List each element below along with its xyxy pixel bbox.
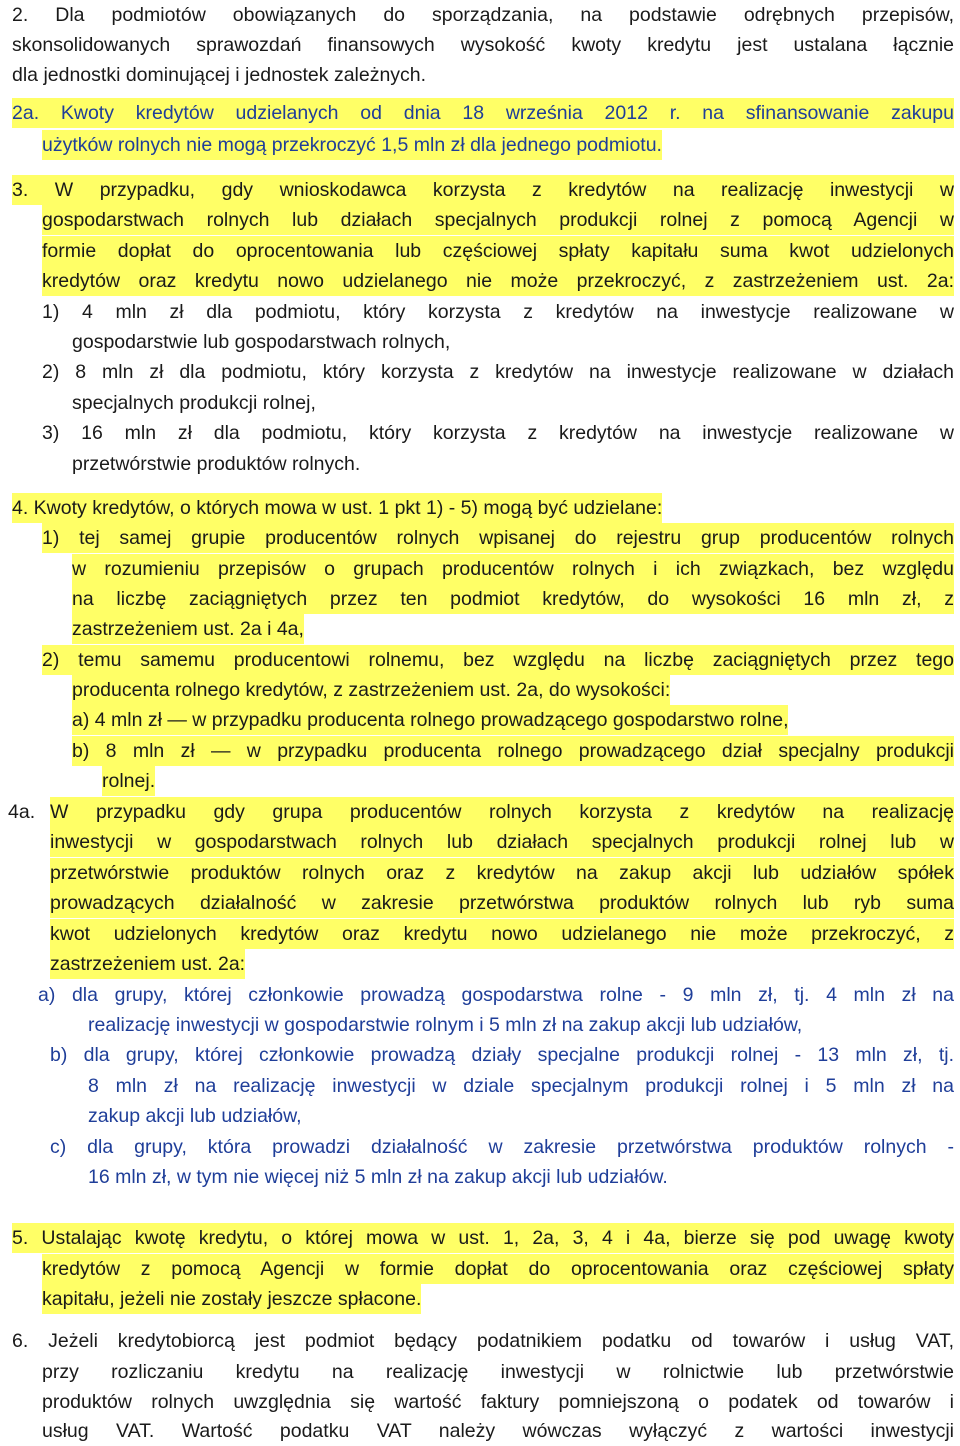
list-item: 2) temu samemu producentowi rolnemu, bez względu na liczbę zaciągniętych przez tego bbox=[42, 645, 954, 675]
list-item-cont: przetwórstwie produktów rolnych. bbox=[72, 453, 361, 475]
list-item-cont: specjalnych produkcji rolnej, bbox=[72, 392, 316, 414]
text-line: 3. W przypadku, gdy wnioskodawca korzysta z kredytów na realizację inwestycji w bbox=[12, 175, 954, 205]
text-line: 4. Kwoty kredytów, o których mowa w ust. 1 pkt 1) - 5) mogą być udzielane: bbox=[12, 493, 662, 523]
list-item-cont: w rozumieniu przepisów o grupach producentów rolnych i ich związkach, bez względu bbox=[72, 554, 954, 584]
sub-item: a) 4 mln zł — w przypadku producenta rolnego prowadzącego gospodarstwo rolne, bbox=[72, 705, 788, 735]
text-line: kredytów z pomocą Agencji w formie dopłat do oprocentowania oraz częściowej spłaty bbox=[42, 1254, 954, 1284]
list-item: 1) tej samej grupie producentów rolnych wpisanej do rejestru grup producentów rolnych bbox=[42, 523, 954, 553]
list-item: a) dla grupy, której członkowie prowadzą gospodarstwa rolne - 9 mln zł, tj. 4 mln zł na bbox=[38, 984, 954, 1006]
text-line: skonsolidowanych sprawozdań finansowych wysokość kwoty kredytu jest ustalana łącznie bbox=[12, 34, 954, 56]
paragraph-number: 4a. bbox=[8, 801, 36, 823]
text-line: produktów rolnych uwzględnia się wartość faktury pomniejszoną o podatek od towarów i bbox=[42, 1391, 954, 1413]
text-line: kwot udzielonych kredytów oraz kredytu nowo udzielanego nie może przekroczyć, z bbox=[50, 919, 954, 949]
text-line: formie dopłat do oprocentowania lub częściowej spłaty kapitału suma kwot udzielonych bbox=[42, 236, 954, 266]
list-item-cont: producenta rolnego kredytów, z zastrzeżeniem ust. 2a, do wysokości: bbox=[72, 675, 670, 705]
text-line: inwestycji w gospodarstwach rolnych lub działach specjalnych produkcji rolnej lub w bbox=[50, 827, 954, 857]
text-line: użytków rolnych nie mogą przekroczyć 1,5 mln zł dla jednego podmiotu. bbox=[42, 130, 662, 160]
text-line: dla jednostki dominującej i jednostek zależnych. bbox=[12, 64, 427, 86]
text-line: 2a. Kwoty kredytów udzielanych od dnia 18 września 2012 r. na sfinansowanie zakupu bbox=[12, 98, 954, 128]
list-item: 1) 4 mln zł dla podmiotu, który korzysta z kredytów na inwestycje realizowane w bbox=[42, 301, 954, 323]
text-line: prowadzących działalność w zakresie przetwórstwa produktów rolnych lub ryb suma bbox=[50, 888, 954, 918]
list-item: c) dla grupy, która prowadzi działalność w zakresie przetwórstwa produktów rolnych - bbox=[50, 1136, 954, 1158]
list-item: 2) 8 mln zł dla podmiotu, który korzysta z kredytów na inwestycje realizowane w działach bbox=[42, 361, 954, 383]
text-line: przy rozliczaniu kredytu na realizację inwestycji w rolnictwie lub przetwórstwie bbox=[42, 1361, 954, 1383]
list-item-cont: gospodarstwie lub gospodarstwach rolnych, bbox=[72, 331, 451, 353]
list-item-cont: 8 mln zł na realizację inwestycji w dziale specjalnym produkcji rolnej i 5 mln zł na bbox=[88, 1075, 954, 1097]
text-line: zastrzeżeniem ust. 2a: bbox=[50, 949, 245, 979]
text-line: usług VAT. Wartość podatku VAT należy wówczas wyłączyć z wartości inwestycji bbox=[42, 1420, 954, 1442]
list-item: 3) 16 mln zł dla podmiotu, który korzysta z kredytów na inwestycje realizowane w bbox=[42, 422, 954, 444]
sub-item: b) 8 mln zł — w przypadku producenta rolnego prowadzącego dział specjalny produkcji bbox=[72, 736, 954, 766]
text-line: W przypadku gdy grupa producentów rolnych korzysta z kredytów na realizację bbox=[50, 797, 954, 827]
text-line: kredytów oraz kredytu nowo udzielanego nie może przekroczyć, z zastrzeżeniem ust. 2a: bbox=[42, 266, 954, 296]
list-item-cont: zastrzeżeniem ust. 2a i 4a, bbox=[72, 614, 304, 644]
list-item-cont: zakup akcji lub udziałów, bbox=[88, 1105, 302, 1127]
text-line: kapitału, jeżeli nie zostały jeszcze spłacone. bbox=[42, 1284, 421, 1314]
list-item-cont: realizację inwestycji w gospodarstwie rolnym i 5 mln zł na zakup akcji lub udziałów, bbox=[88, 1014, 803, 1036]
list-item-cont: na liczbę zaciągniętych przez ten podmiot kredytów, do wysokości 16 mln zł, z bbox=[72, 584, 954, 614]
text-line: gospodarstwach rolnych lub działach specjalnych produkcji rolnej z pomocą Agencji w bbox=[42, 205, 954, 235]
text-line: 6. Jeżeli kredytobiorcą jest podmiot będący podatnikiem podatku od towarów i usług VAT, bbox=[12, 1330, 954, 1352]
text-line: 2. Dla podmiotów obowiązanych do sporządzania, na podstawie odrębnych przepisów, bbox=[12, 4, 954, 26]
text-line: przetwórstwie produktów rolnych oraz z kredytów na zakup akcji lub udziałów spółek bbox=[50, 858, 954, 888]
list-item: b) dla grupy, której członkowie prowadzą działy specjalne produkcji rolnej - 13 mln zł, tj. bbox=[50, 1044, 954, 1066]
text-line: 5. Ustalając kwotę kredytu, o której mowa w ust. 1, 2a, 3, 4 i 4a, bierze się pod uwagę kwoty bbox=[12, 1223, 954, 1253]
list-item-cont: 16 mln zł, w tym nie więcej niż 5 mln zł na zakup akcji lub udziałów. bbox=[88, 1166, 668, 1188]
sub-item-cont: rolnej. bbox=[102, 766, 155, 796]
